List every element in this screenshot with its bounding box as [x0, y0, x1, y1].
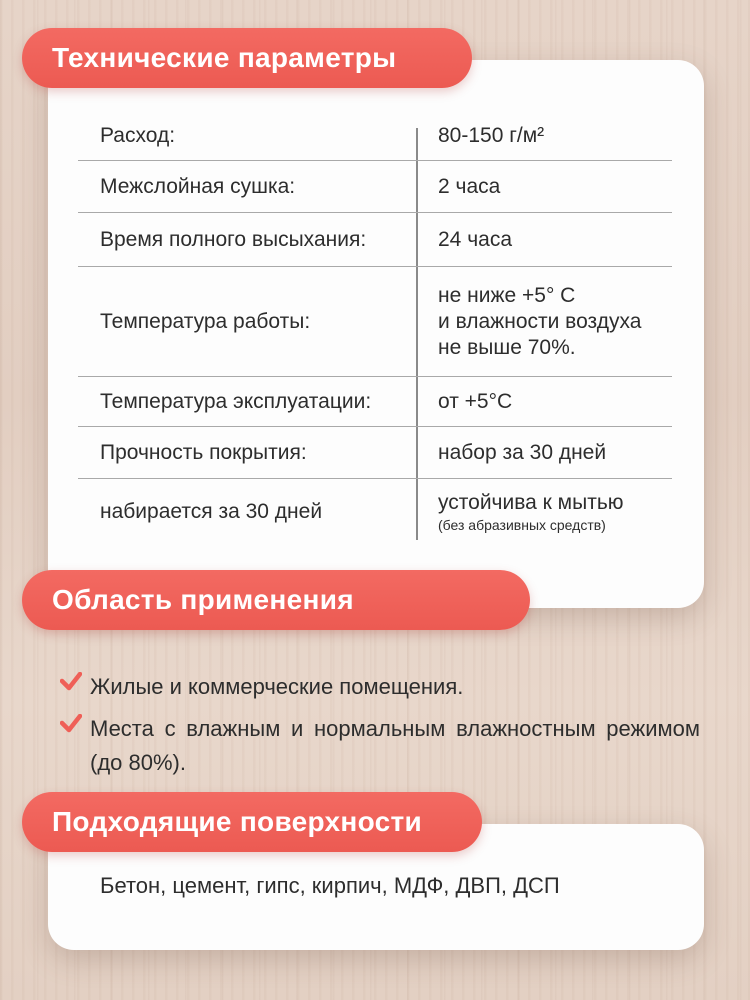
- surfaces-text: Бетон, цемент, гипс, кирпич, МДФ, ДВП, ДСП: [100, 873, 560, 898]
- row-value: 2 часа: [438, 175, 501, 198]
- list-item-text: Жилые и коммерческие помещения.: [90, 674, 464, 699]
- list-item: [60, 670, 700, 704]
- application-title-text: Область применения: [52, 584, 354, 615]
- table-row: [78, 162, 672, 213]
- row-label: Время полного высыхания:: [100, 228, 367, 251]
- table-row: [78, 268, 672, 377]
- table-row: [78, 378, 672, 427]
- table-row: [78, 214, 672, 267]
- tech-params-title-text: Технические параметры: [52, 42, 397, 73]
- table-row: [78, 480, 672, 544]
- surfaces-title-text: Подходящие поверхности: [52, 806, 423, 837]
- row-label: Расход:: [100, 124, 176, 147]
- row-label: Температура эксплуатации:: [100, 390, 372, 413]
- row-label: Прочность покрытия:: [100, 441, 307, 464]
- table-row: [78, 112, 672, 161]
- list-item-text: Места с влажным и нормальным влажностным режимом (до 80%).: [90, 716, 700, 775]
- surfaces-title: [22, 792, 482, 852]
- row-value: от +5°С: [438, 390, 513, 413]
- row-label: набирается за 30 дней: [100, 500, 323, 523]
- check-icon: [60, 714, 90, 740]
- row-note: (без абразивных средств): [438, 517, 606, 533]
- row-value: набор за 30 дней: [438, 441, 607, 464]
- row-value: 24 часа: [438, 228, 512, 251]
- check-icon: [60, 672, 90, 698]
- row-label: Температура работы:: [100, 310, 311, 333]
- table-row: [78, 428, 672, 479]
- tech-params-title: [22, 28, 472, 88]
- list-item: [60, 712, 700, 780]
- row-value: устойчива к мытью (без абразивных средств): [438, 480, 688, 544]
- row-value: не ниже +5° С и влажности воздуха не выше 70%.: [438, 284, 642, 359]
- row-label: Межслойная сушка:: [100, 175, 296, 198]
- row-value: 80-150 г/м²: [438, 124, 545, 147]
- application-title: [22, 570, 530, 630]
